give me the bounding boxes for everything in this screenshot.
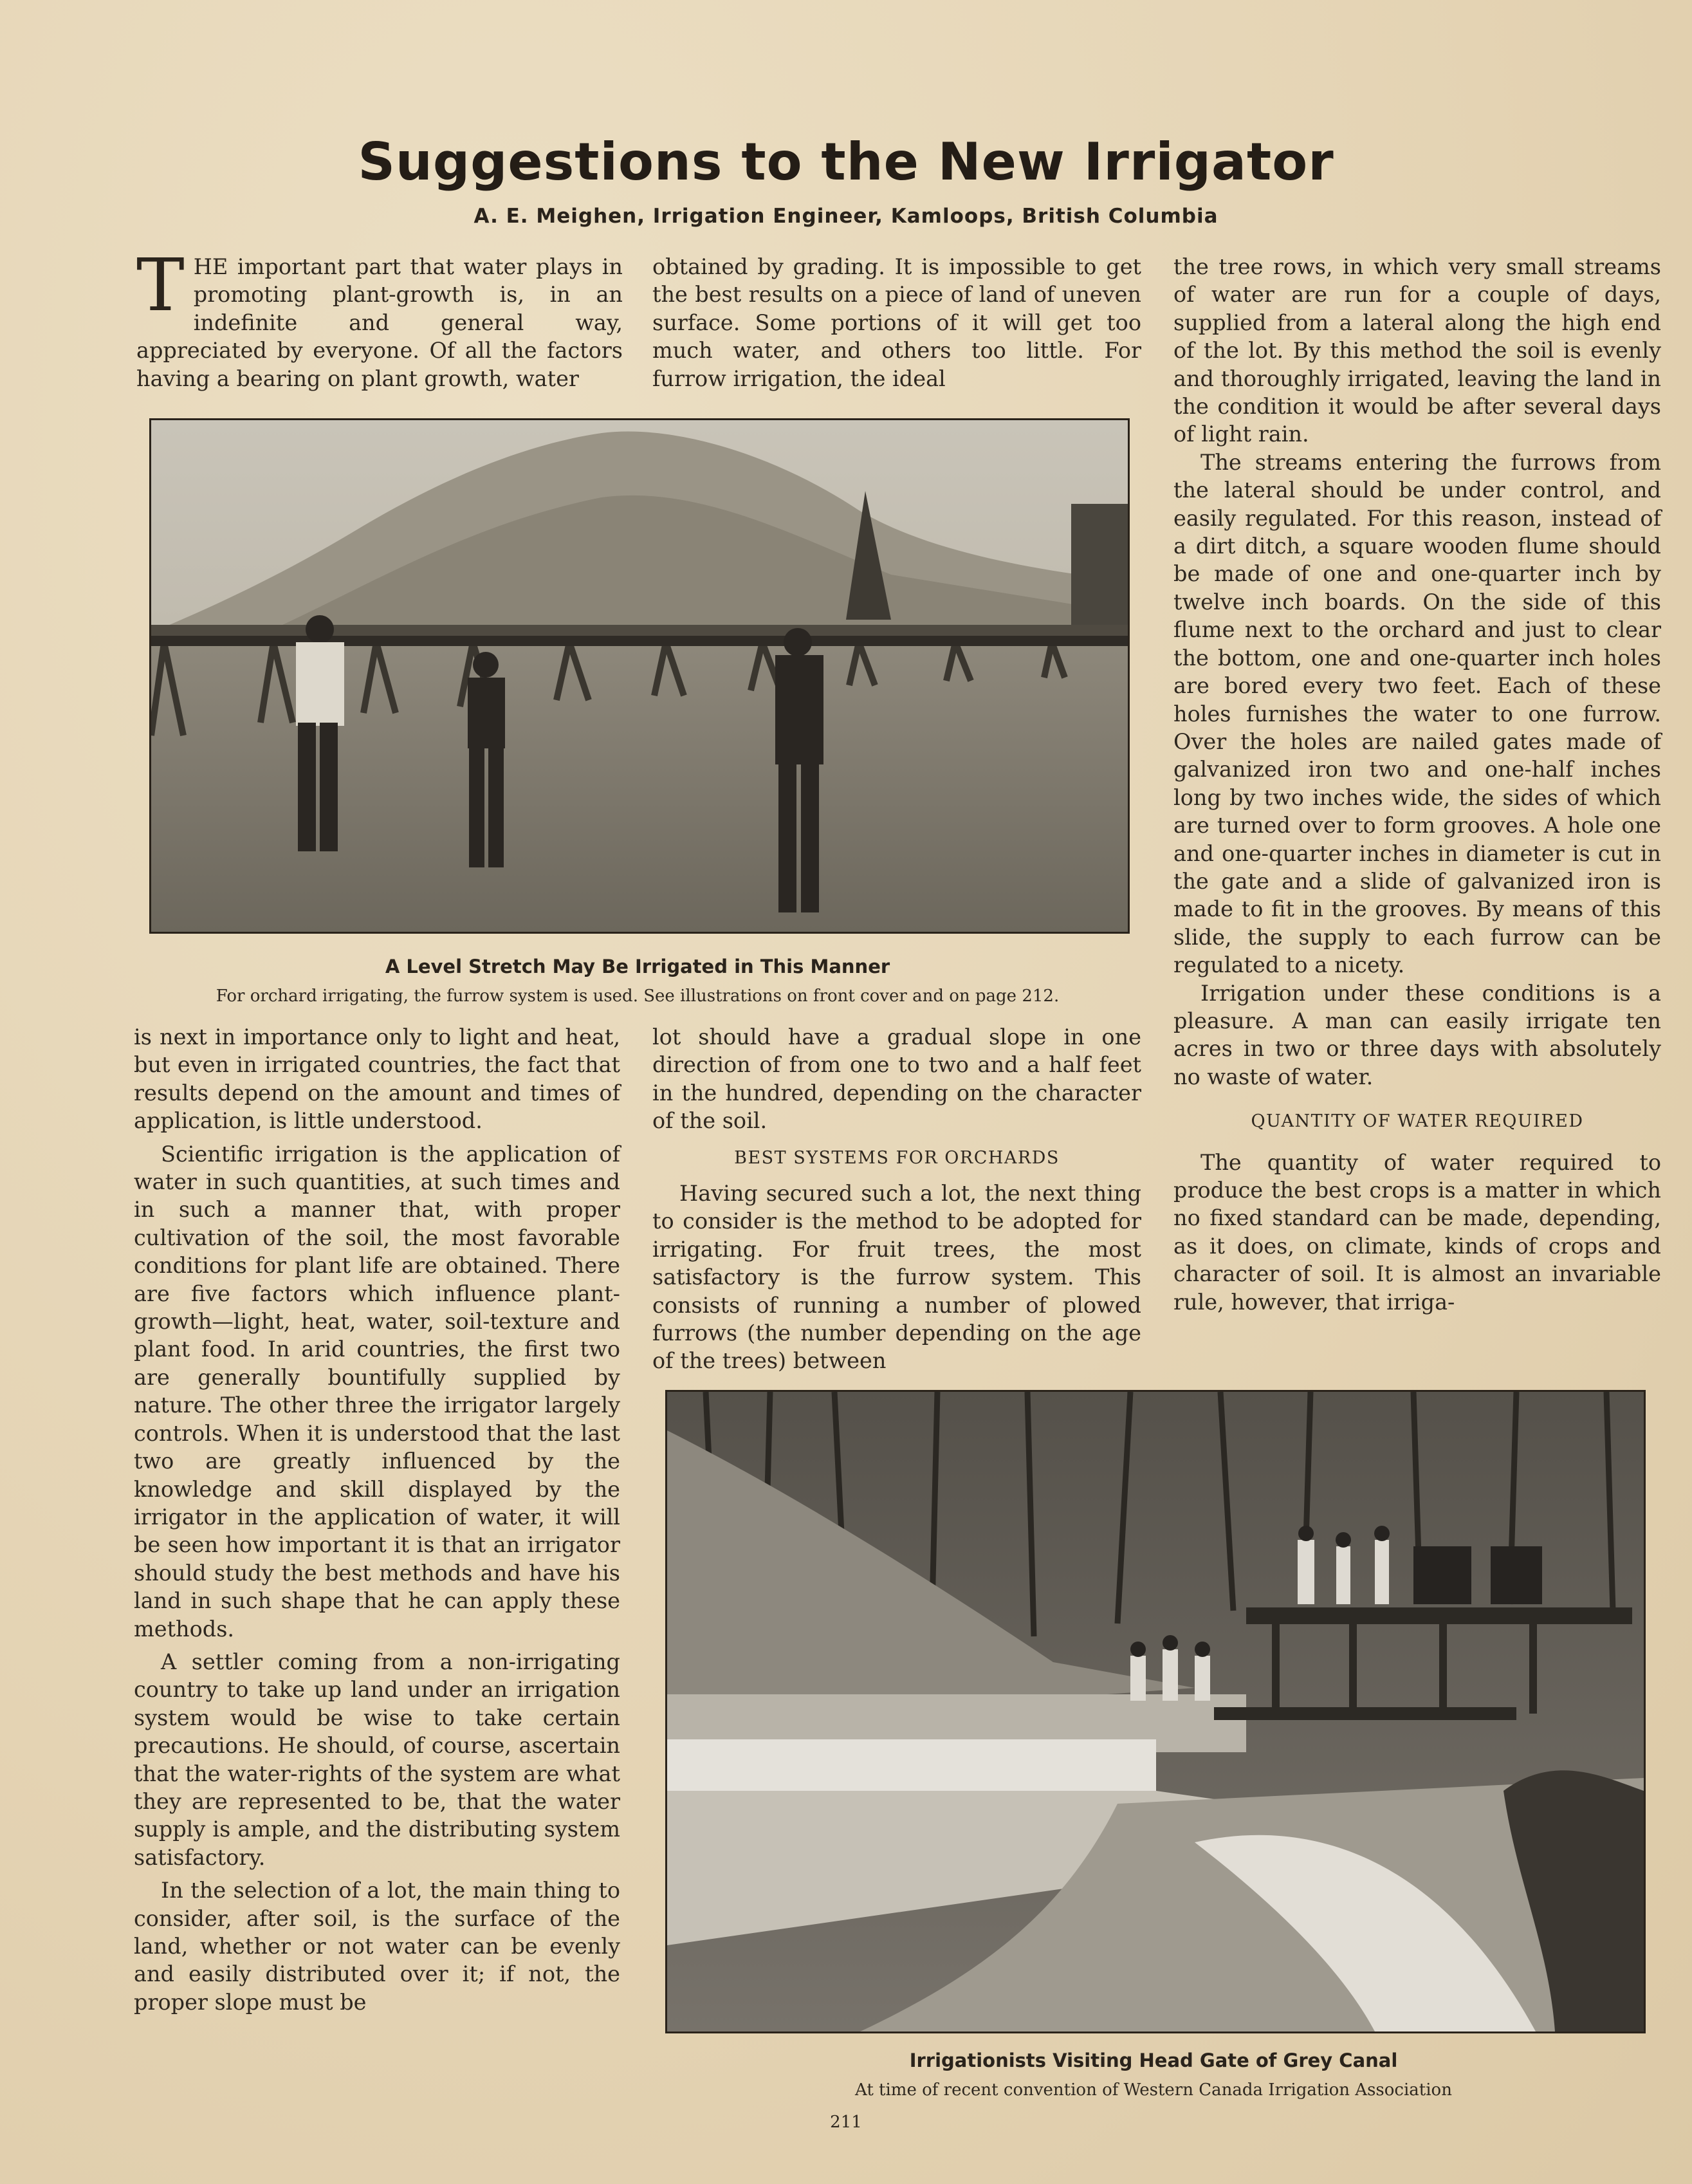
photo-flume-field <box>149 418 1130 934</box>
heading-orchards: BEST SYSTEMS FOR ORCHARDS <box>734 1147 1060 1168</box>
drop-cap: T <box>136 244 185 328</box>
paragraph-streams: The streams entering the furrows from the lateral should be under control, and easily regulated. For this reason, instead of a dirt ditch, a square wooden flume should be made of one and one-quarter inch by twelve inch boards. On the side of this flume next to the orchard and just to clear the bottom, one and one-quarter inch holes are bored every two feet. Each of these holes furnishes the water to one furrow. Over the holes are nailed gates made of galvanized iron two and one-half inches long by two inches wide, the sides of which are turned over to form grooves. A hole one and one-quarter inches in diameter is cut in the gate and a slide of galvanized iron is made to fit in the grooves. By means of this slide, the supply to each furrow can be regulated to a nicety. <box>1173 449 1661 978</box>
paragraph-orchards: Having secured such a lot, the next thing to consider is the method to be adopted for irrigating. For fruit trees, the most satisfactory is the furrow system. This consists of running a number of plowed furrows (the number depending on the age of the trees) between <box>652 1181 1141 1374</box>
photo-flume-field-image <box>151 420 1128 932</box>
paragraph-slope: lot should have a gradual slope in one direction of from one to two and a half feet in the hundred, depending on the character of the soil. <box>652 1024 1141 1134</box>
figure-1-caption: For orchard irrigating, the furrow system is used. See illustrations on front cover and on page 212. <box>216 986 1060 1006</box>
paragraph-selection: In the selection of a lot, the main thing to consider, after soil, is the surface of the land, whether or not water can be evenly and easily distributed over it; if not, the proper slope must be <box>134 1878 620 2015</box>
paragraph-intro-continued: is next in importance only to light and heat, but even in irrigated countries, the fact that results depend on the amount and times of application, is little understood. <box>134 1024 620 1134</box>
paragraph-intro <box>136 244 623 393</box>
paragraph-tree-rows: the tree rows, in which very small streams of water are run for a couple of days, supplied from a lateral along the high end of the lot. By this method the soil is evenly and thoroughly irrigated, leaving the land in the condition it would be after several days of light rain. <box>1173 254 1661 447</box>
article-title: Suggestions to the New Irrigator <box>358 132 1334 192</box>
page-number: 211 <box>830 2113 862 2132</box>
column-3 <box>1173 253 1661 1316</box>
column-1-bottom <box>134 1023 620 2016</box>
column-2-top <box>652 253 1141 393</box>
intro-text: HE important part that water plays in promoting plant-growth is, in an indefinite and general way, appreciated by everyone. Of all the factors having a bearing on plant growth, water <box>136 254 623 391</box>
column-2-bottom <box>652 1023 1141 1375</box>
heading-quantity: QUANTITY OF WATER REQUIRED <box>1251 1111 1584 1132</box>
paragraph-scientific: Scientific irrigation is the application of water in such quantities, at such times and in such a manner that, with proper cultivation of the soil, the most favorable conditions for plant life are obtained. There are five factors which influence plant-growth—light, heat, water, soil-texture and plant food. In arid countries, the first two are generally bountifully supplied by nature. The other three the irrigator largely controls. When it is understood that the last two are greatly influenced by the knowledge and skill displayed by the irrigator in the application of water, it will be seen how important it is that an irrigator should study the best methods and have his land in such shape that he can apply these methods. <box>134 1141 620 1642</box>
column-1-top <box>136 244 623 393</box>
figure-1-title: A Level Stretch May Be Irrigated in This Manner <box>385 956 890 977</box>
paragraph-pleasure: Irrigation under these conditions is a pleasure. A man can easily irrigate ten acres in two or three days with absolutely no waste of water. <box>1173 980 1661 1089</box>
photo-head-gate-image <box>667 1392 1644 2031</box>
paragraph-settler: A settler coming from a non-irrigating country to take up land under an irrigation system would be wise to take certain precautions. He should, of course, ascertain that the water-rights of the system are what they are represented to be, that the water supply is ample, and the distributing system satisfactory. <box>134 1649 620 1870</box>
paragraph-quantity: The quantity of water required to produce the best crops is a matter in which no fixed standard can be made, depending, as it does, on climate, kinds of crops and character of soil. It is almost an invariable rule, however, that irriga- <box>1173 1149 1661 1315</box>
figure-2-caption: At time of recent convention of Western Canada Irrigation Association <box>855 2080 1452 2100</box>
paragraph-grading: obtained by grading. It is impossible to get the best results on a piece of land of uneven surface. Some portions of it will get too much water, and others too little. For furrow irrigation, the ideal <box>652 254 1141 391</box>
figure-2-title: Irrigationists Visiting Head Gate of Grey Canal <box>909 2050 1398 2071</box>
article-byline: A. E. Meighen, Irrigation Engineer, Kamloops, British Columbia <box>474 205 1218 228</box>
photo-head-gate <box>665 1390 1646 2033</box>
